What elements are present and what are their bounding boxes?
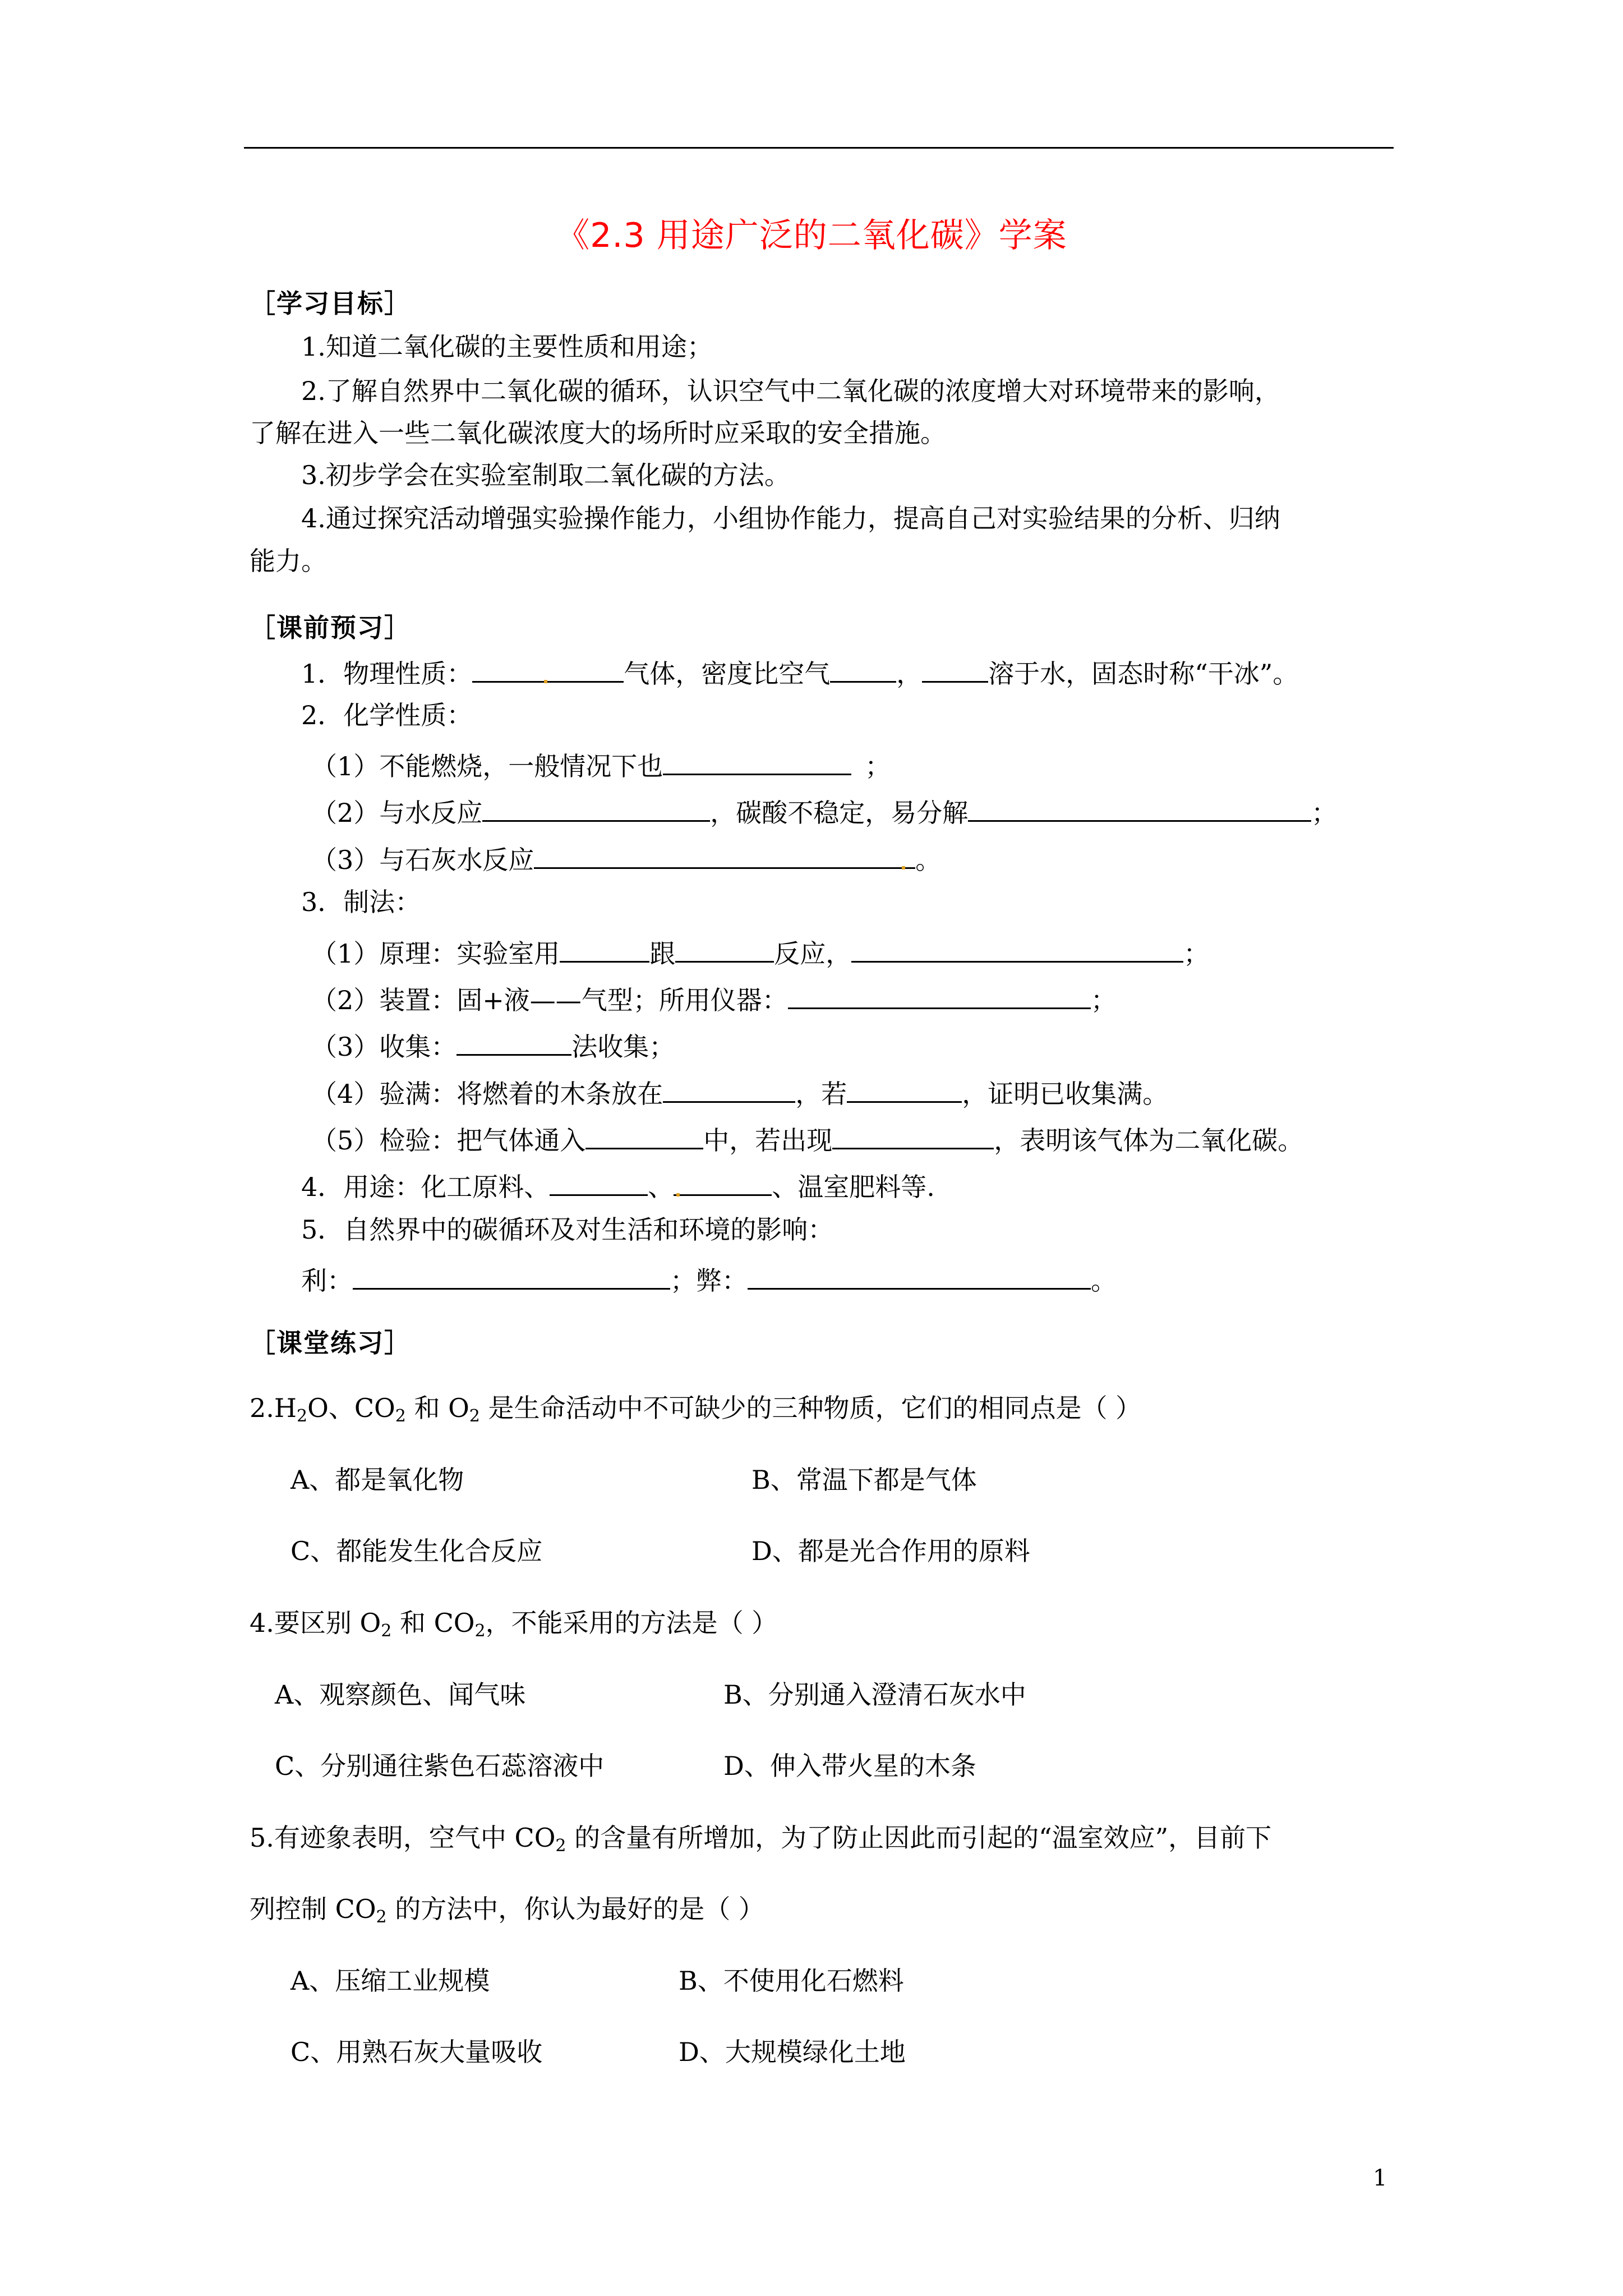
subscript: 2 — [297, 1406, 308, 1426]
preview-item-1 — [301, 655, 1298, 688]
section-heading-practice: ［课堂练习］ — [250, 1328, 411, 1358]
text: ， — [896, 659, 923, 689]
answer-blank[interactable] — [788, 982, 1091, 1009]
goal-3: 3.初步学会在实验室制取二氧化碳的方法。 — [301, 460, 790, 490]
preview-item-5-pros-cons — [301, 1262, 1117, 1295]
text: 和 O — [405, 1393, 469, 1423]
q5-option-b[interactable]: B、不使用化石燃料 — [679, 1966, 904, 1996]
text: 列控制 CO — [250, 1894, 376, 1924]
text: （1）原理：实验室用 — [311, 938, 560, 969]
answer-blank[interactable] — [550, 1168, 648, 1196]
question-2 — [250, 1393, 1142, 1426]
label: 1．物理性质： — [301, 659, 473, 689]
text: 中，若出现 — [703, 1125, 833, 1156]
goal-2-line1: 2.了解自然界中二氧化碳的循环，认识空气中二氧化碳的浓度增大对环境带来的影响， — [301, 376, 1280, 406]
preview-item-3-1 — [311, 935, 1209, 968]
q2-option-c[interactable]: C、都能发生化合反应 — [291, 1536, 543, 1566]
text: 。 — [915, 845, 942, 875]
text: （5）检验：把气体通入 — [311, 1125, 586, 1156]
text: 的含量有所增加，为了防止因此而引起的“温室效应”，目前下 — [566, 1823, 1272, 1853]
answer-blank[interactable] — [847, 1075, 962, 1103]
text: 气体，密度比空气 — [624, 659, 831, 689]
answer-blank[interactable] — [968, 794, 1311, 822]
preview-item-4 — [301, 1168, 935, 1202]
preview-item-2-3 — [311, 841, 941, 875]
text: ；弊： — [670, 1266, 748, 1296]
preview-item-3-4 — [311, 1075, 1168, 1108]
subscript: 2 — [555, 1836, 566, 1856]
text: O、CO — [307, 1393, 395, 1423]
preview-item-2: 2．化学性质： — [301, 700, 473, 730]
text: 2.H — [250, 1393, 297, 1423]
preview-item-5: 5．自然界中的碳循环及对生活和环境的影响： — [301, 1214, 834, 1245]
text: ，证明已收集满。 — [962, 1079, 1169, 1109]
answer-blank[interactable] — [534, 841, 915, 869]
question-5-line1 — [250, 1823, 1272, 1856]
text: ； — [865, 751, 891, 781]
text: 法收集； — [571, 1032, 675, 1062]
preview-item-3-5 — [311, 1122, 1303, 1155]
text: 5.有迹象表明，空气中 CO — [250, 1823, 556, 1853]
subscript: 2 — [469, 1406, 480, 1426]
q4-option-d[interactable]: D、伸入带火星的木条 — [723, 1751, 976, 1781]
page-number: 1 — [1373, 2165, 1387, 2191]
answer-blank[interactable] — [560, 935, 649, 963]
text: 溶于水，固态时称“干冰”。 — [988, 659, 1299, 689]
goal-4-line1: 4.通过探究活动增强实验操作能力，小组协作能力，提高自己对实验结果的分析、归纳 — [301, 503, 1280, 533]
text: ，表明该气体为二氧化碳。 — [994, 1125, 1304, 1156]
q5-option-c[interactable]: C、用熟石灰大量吸收 — [291, 2037, 543, 2067]
text: ； — [1183, 938, 1210, 969]
text: ，碳酸不稳定，易分解 — [710, 798, 969, 828]
text: 利： — [301, 1266, 353, 1296]
q2-option-a[interactable]: A、都是氧化物 — [291, 1465, 464, 1495]
answer-blank[interactable] — [675, 935, 774, 963]
q4-option-a[interactable]: A、观察颜色、闻气味 — [275, 1680, 526, 1710]
subscript: 2 — [395, 1406, 406, 1426]
goal-4-line2: 能力。 — [250, 546, 327, 576]
text: 、 — [648, 1172, 674, 1202]
text: 反应， — [774, 938, 852, 969]
answer-blank[interactable] — [472, 655, 624, 683]
goal-1: 1.知道二氧化碳的主要性质和用途； — [301, 332, 713, 362]
marker-dot — [676, 1193, 680, 1197]
question-5-line2 — [250, 1894, 764, 1927]
text: 跟 — [649, 938, 676, 969]
q2-option-b[interactable]: B、常温下都是气体 — [751, 1465, 977, 1495]
answer-blank[interactable] — [457, 1028, 571, 1056]
goal-2-line2: 了解在进入一些二氧化碳浓度大的场所时应采取的安全措施。 — [250, 418, 946, 448]
text: 4．用途：化工原料、 — [301, 1172, 550, 1202]
preview-item-3-3 — [311, 1028, 675, 1061]
section-heading-preview: ［课前预习］ — [250, 613, 411, 643]
text: ； — [1311, 798, 1338, 828]
answer-blank[interactable] — [830, 655, 896, 683]
text: ，若 — [795, 1079, 847, 1109]
answer-blank[interactable] — [832, 1122, 994, 1149]
question-4 — [250, 1608, 778, 1641]
text: （4）验满：将燃着的木条放在 — [311, 1079, 663, 1109]
text: ； — [1090, 985, 1117, 1015]
preview-item-2-2 — [311, 794, 1337, 827]
section-heading-goals: ［学习目标］ — [250, 288, 411, 319]
answer-blank[interactable] — [585, 1122, 703, 1149]
subscript: 2 — [474, 1621, 486, 1641]
preview-item-3: 3．制法： — [301, 887, 421, 917]
answer-blank[interactable] — [674, 1168, 772, 1196]
text: 的方法中，你认为最好的是（ ） — [386, 1894, 764, 1924]
answer-blank[interactable] — [663, 748, 851, 775]
text: 是生命活动中不可缺少的三种物质，它们的相同点是（ ） — [479, 1393, 1142, 1423]
preview-item-2-1 — [311, 748, 891, 781]
answer-blank[interactable] — [482, 794, 710, 822]
text: （1）不能燃烧，一般情况下也 — [311, 751, 663, 781]
answer-blank[interactable] — [922, 655, 988, 683]
text: （3）与石灰水反应 — [311, 845, 534, 875]
marker-dot — [902, 866, 905, 869]
q4-option-b[interactable]: B、分别通入澄清石灰水中 — [723, 1680, 1026, 1710]
text: 。 — [1091, 1266, 1117, 1296]
text: ，不能采用的方法是（ ） — [485, 1608, 778, 1638]
q5-option-d[interactable]: D、大规模绿化土地 — [679, 2037, 906, 2067]
text: 4.要区别 O — [250, 1608, 381, 1638]
page-title: 《2.3 用途广泛的二氧化碳》学案 — [556, 216, 1067, 255]
q2-option-d[interactable]: D、都是光合作用的原料 — [751, 1536, 1030, 1566]
header-rule — [244, 147, 1394, 149]
text: （2）装置：固+液——气型；所用仪器： — [311, 985, 788, 1015]
answer-blank[interactable] — [353, 1262, 670, 1290]
text: （2）与水反应 — [311, 798, 483, 828]
answer-blank[interactable] — [663, 1075, 795, 1103]
answer-blank[interactable] — [748, 1262, 1091, 1290]
q4-option-c[interactable]: C、分别通往紫色石蕊溶液中 — [275, 1751, 605, 1781]
marker-dot — [544, 680, 547, 683]
answer-blank[interactable] — [851, 935, 1183, 963]
preview-item-3-2 — [311, 982, 1117, 1015]
subscript: 2 — [381, 1621, 392, 1641]
text: 、温室肥料等. — [772, 1172, 935, 1202]
q5-option-a[interactable]: A、压缩工业规模 — [291, 1966, 490, 1996]
text: （3）收集： — [311, 1032, 457, 1062]
text: 和 CO — [391, 1608, 475, 1638]
subscript: 2 — [376, 1907, 387, 1927]
